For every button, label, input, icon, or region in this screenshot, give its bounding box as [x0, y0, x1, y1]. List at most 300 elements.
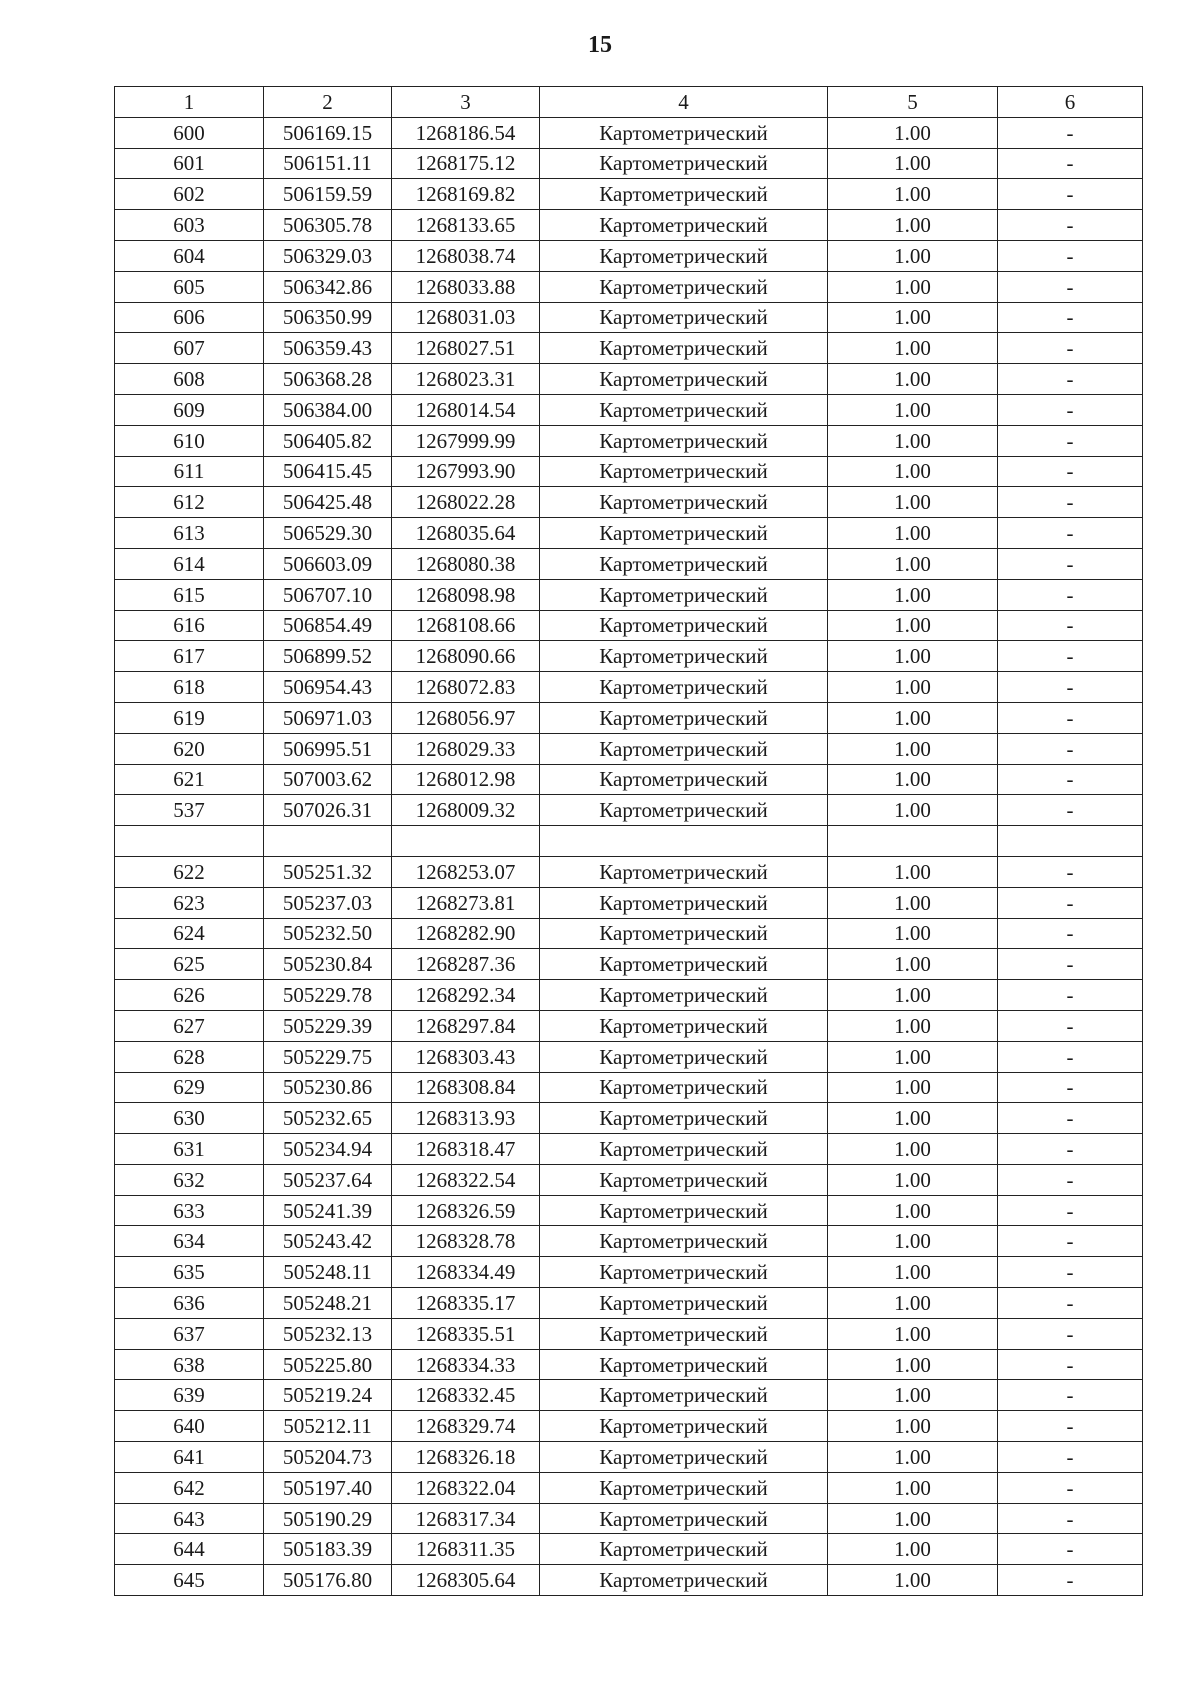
table-cell: 1268318.47	[392, 1134, 540, 1165]
table-cell: 606	[115, 302, 264, 333]
table-cell: 505230.86	[264, 1072, 392, 1103]
table-cell: 615	[115, 579, 264, 610]
table-cell: 610	[115, 425, 264, 456]
table-cell: 640	[115, 1411, 264, 1442]
table-cell: 505197.40	[264, 1472, 392, 1503]
table-cell: 618	[115, 672, 264, 703]
table-cell: 641	[115, 1442, 264, 1473]
table-cell: 1.00	[828, 1134, 998, 1165]
table-row	[115, 1041, 1143, 1072]
table-cell: 506342.86	[264, 271, 392, 302]
table-row	[115, 548, 1143, 579]
table-cell: 603	[115, 210, 264, 241]
table-cell: 1268328.78	[392, 1226, 540, 1257]
table-row	[115, 610, 1143, 641]
table-cell: 1.00	[828, 117, 998, 148]
table-cell: -	[998, 1072, 1143, 1103]
table-cell: 505248.11	[264, 1257, 392, 1288]
table-cell: 609	[115, 394, 264, 425]
table-cell: 1.00	[828, 210, 998, 241]
table-cell: 602	[115, 179, 264, 210]
table-cell: 1.00	[828, 1257, 998, 1288]
table-cell: 601	[115, 148, 264, 179]
table-cell: 1.00	[828, 1072, 998, 1103]
table-cell: Картометрический	[540, 918, 828, 949]
table-cell: Картометрический	[540, 425, 828, 456]
table-row	[115, 1503, 1143, 1534]
column-header: 3	[392, 87, 540, 118]
table-cell: 1.00	[828, 641, 998, 672]
table-cell: -	[998, 795, 1143, 826]
table-row	[115, 764, 1143, 795]
table-cell: Картометрический	[540, 271, 828, 302]
table-cell: -	[998, 1103, 1143, 1134]
table-cell: Картометрический	[540, 610, 828, 641]
table-cell: 1.00	[828, 1164, 998, 1195]
table-cell: 612	[115, 487, 264, 518]
table-cell: 607	[115, 333, 264, 364]
table-cell: 1268014.54	[392, 394, 540, 425]
table-row	[115, 856, 1143, 887]
table-row	[115, 518, 1143, 549]
table-cell: 643	[115, 1503, 264, 1534]
page-number: 15	[588, 32, 612, 58]
table-cell: -	[998, 1380, 1143, 1411]
table-row	[115, 1226, 1143, 1257]
table-cell: 505212.11	[264, 1411, 392, 1442]
table-row	[115, 1072, 1143, 1103]
table-cell: Картометрический	[540, 887, 828, 918]
table-row	[115, 456, 1143, 487]
table-cell: Картометрический	[540, 764, 828, 795]
table-cell: Картометрический	[540, 1072, 828, 1103]
table-cell: 1268012.98	[392, 764, 540, 795]
table-cell: 1268033.88	[392, 271, 540, 302]
table-row	[115, 918, 1143, 949]
table-cell: 626	[115, 980, 264, 1011]
table-row	[115, 1349, 1143, 1380]
table-cell: 1268334.49	[392, 1257, 540, 1288]
table-cell: 645	[115, 1565, 264, 1596]
table-cell: 1268056.97	[392, 702, 540, 733]
table-cell: Картометрический	[540, 1472, 828, 1503]
table-cell	[392, 826, 540, 857]
table-cell: 1.00	[828, 949, 998, 980]
table-cell: 506350.99	[264, 302, 392, 333]
table-row	[115, 1411, 1143, 1442]
table-cell: 1.00	[828, 1534, 998, 1565]
table-cell: -	[998, 672, 1143, 703]
table-cell: 1268253.07	[392, 856, 540, 887]
table-cell	[828, 826, 998, 857]
table-cell: Картометрический	[540, 1134, 828, 1165]
table-cell: 1.00	[828, 333, 998, 364]
table-row	[115, 333, 1143, 364]
table-cell: 1268027.51	[392, 333, 540, 364]
table-cell: 506169.15	[264, 117, 392, 148]
table-cell: -	[998, 425, 1143, 456]
table-cell: 1.00	[828, 1442, 998, 1473]
table-cell: 604	[115, 240, 264, 271]
table-cell: 505230.84	[264, 949, 392, 980]
table-cell: 625	[115, 949, 264, 980]
table-cell: 1268022.28	[392, 487, 540, 518]
table-cell: 1.00	[828, 1195, 998, 1226]
table-cell: -	[998, 1411, 1143, 1442]
table-cell: -	[998, 240, 1143, 271]
header-row	[115, 87, 1143, 118]
table-cell: 1.00	[828, 302, 998, 333]
table-cell: 1.00	[828, 1503, 998, 1534]
table-cell: 642	[115, 1472, 264, 1503]
table-row	[115, 702, 1143, 733]
table-cell: 505234.94	[264, 1134, 392, 1165]
table-cell: Картометрический	[540, 487, 828, 518]
table-cell: 505232.50	[264, 918, 392, 949]
table-cell: 1268009.32	[392, 795, 540, 826]
table-row	[115, 887, 1143, 918]
table-cell: Картометрический	[540, 856, 828, 887]
table-cell: 1268029.33	[392, 733, 540, 764]
table-cell: 627	[115, 1010, 264, 1041]
table-row	[115, 487, 1143, 518]
table-cell: Картометрический	[540, 456, 828, 487]
table-cell: -	[998, 302, 1143, 333]
table-cell: -	[998, 1257, 1143, 1288]
table-cell: Картометрический	[540, 579, 828, 610]
table-cell: Картометрический	[540, 148, 828, 179]
table-cell: 1268308.84	[392, 1072, 540, 1103]
table-cell: 506529.30	[264, 518, 392, 549]
table-cell: 506368.28	[264, 364, 392, 395]
table-cell: 1.00	[828, 394, 998, 425]
table-cell: 505183.39	[264, 1534, 392, 1565]
table-row	[115, 826, 1143, 857]
table-cell: 1268297.84	[392, 1010, 540, 1041]
table-cell: 505237.64	[264, 1164, 392, 1195]
table-cell: 633	[115, 1195, 264, 1226]
table-cell: 507026.31	[264, 795, 392, 826]
table-cell: 1.00	[828, 179, 998, 210]
table-cell: Картометрический	[540, 117, 828, 148]
table-row	[115, 1164, 1143, 1195]
table-cell: 1268335.17	[392, 1288, 540, 1319]
table-row	[115, 210, 1143, 241]
table-cell: Картометрический	[540, 1195, 828, 1226]
table-body	[115, 117, 1143, 1595]
table-cell: 619	[115, 702, 264, 733]
table-cell: -	[998, 610, 1143, 641]
table-cell: Картометрический	[540, 548, 828, 579]
coordinates-table	[114, 86, 1143, 1596]
table-cell: 608	[115, 364, 264, 395]
table-cell: Картометрический	[540, 795, 828, 826]
table-cell	[264, 826, 392, 857]
table-cell: 613	[115, 518, 264, 549]
table-cell: 1268313.93	[392, 1103, 540, 1134]
table-cell: -	[998, 518, 1143, 549]
table-cell: -	[998, 1349, 1143, 1380]
table-cell: -	[998, 1134, 1143, 1165]
column-header: 2	[264, 87, 392, 118]
table-cell: 1268038.74	[392, 240, 540, 271]
table-cell: 1268108.66	[392, 610, 540, 641]
table-cell: Картометрический	[540, 302, 828, 333]
table-cell: 614	[115, 548, 264, 579]
table-cell: 611	[115, 456, 264, 487]
table-cell: 1268282.90	[392, 918, 540, 949]
table-cell: Картометрический	[540, 364, 828, 395]
table-cell: Картометрический	[540, 1503, 828, 1534]
table-cell: Картометрический	[540, 1565, 828, 1596]
table-row	[115, 148, 1143, 179]
table-cell: 1268329.74	[392, 1411, 540, 1442]
table-cell: -	[998, 364, 1143, 395]
table-cell: 1268023.31	[392, 364, 540, 395]
table-cell: 505232.65	[264, 1103, 392, 1134]
table-cell: -	[998, 271, 1143, 302]
table-cell: 632	[115, 1164, 264, 1195]
table-row	[115, 240, 1143, 271]
table-cell: 1.00	[828, 271, 998, 302]
table-row	[115, 980, 1143, 1011]
table-row	[115, 1288, 1143, 1319]
table-cell: 505237.03	[264, 887, 392, 918]
table-cell: -	[998, 210, 1143, 241]
table-cell: 1.00	[828, 518, 998, 549]
table-cell: Картометрический	[540, 333, 828, 364]
table-cell: 505251.32	[264, 856, 392, 887]
column-header: 6	[998, 87, 1143, 118]
table-cell: 506899.52	[264, 641, 392, 672]
column-header: 4	[540, 87, 828, 118]
table-cell: Картометрический	[540, 702, 828, 733]
table-cell: Картометрический	[540, 240, 828, 271]
table-cell: 622	[115, 856, 264, 887]
table-row	[115, 1472, 1143, 1503]
table-cell: 506359.43	[264, 333, 392, 364]
table-cell: -	[998, 487, 1143, 518]
table-cell: 506384.00	[264, 394, 392, 425]
table-row	[115, 1565, 1143, 1596]
table-cell: 638	[115, 1349, 264, 1380]
table-cell: 506159.59	[264, 179, 392, 210]
table-cell: -	[998, 641, 1143, 672]
table-cell: Картометрический	[540, 1349, 828, 1380]
table-cell: -	[998, 856, 1143, 887]
table-cell: Картометрический	[540, 641, 828, 672]
table-cell: 506405.82	[264, 425, 392, 456]
table-cell: 505204.73	[264, 1442, 392, 1473]
table-cell: 1268317.34	[392, 1503, 540, 1534]
table-cell: 506603.09	[264, 548, 392, 579]
table-row	[115, 579, 1143, 610]
table-cell: 505190.29	[264, 1503, 392, 1534]
table-cell: 505229.39	[264, 1010, 392, 1041]
table-cell: 1.00	[828, 733, 998, 764]
table-cell: 1268035.64	[392, 518, 540, 549]
table-cell: -	[998, 1010, 1143, 1041]
table-row	[115, 1103, 1143, 1134]
table-cell: 605	[115, 271, 264, 302]
table-cell: 1268186.54	[392, 117, 540, 148]
table-cell: 1.00	[828, 918, 998, 949]
table-cell: 506995.51	[264, 733, 392, 764]
table-cell: Картометрический	[540, 1257, 828, 1288]
table-cell: 1.00	[828, 1472, 998, 1503]
table-cell: 1268326.18	[392, 1442, 540, 1473]
table-cell: 1.00	[828, 1103, 998, 1134]
table-cell: 1268322.04	[392, 1472, 540, 1503]
table-row	[115, 672, 1143, 703]
table-cell: 506329.03	[264, 240, 392, 271]
table-cell: -	[998, 394, 1143, 425]
table-cell: 1.00	[828, 702, 998, 733]
table-cell: -	[998, 1164, 1143, 1195]
table-cell: 1268072.83	[392, 672, 540, 703]
table-cell: -	[998, 148, 1143, 179]
table-row	[115, 641, 1143, 672]
table-cell: 1.00	[828, 456, 998, 487]
table-cell: -	[998, 1195, 1143, 1226]
table-row	[115, 117, 1143, 148]
table-cell: 1268080.38	[392, 548, 540, 579]
table-cell: 1.00	[828, 425, 998, 456]
table-cell: 1268273.81	[392, 887, 540, 918]
table-cell: -	[998, 333, 1143, 364]
table-row	[115, 179, 1143, 210]
table-cell: 1.00	[828, 148, 998, 179]
table-cell: 600	[115, 117, 264, 148]
table-cell: 1.00	[828, 1041, 998, 1072]
table-cell: Картометрический	[540, 1010, 828, 1041]
table-cell: 636	[115, 1288, 264, 1319]
column-header: 5	[828, 87, 998, 118]
table-cell: 629	[115, 1072, 264, 1103]
table-cell: -	[998, 1472, 1143, 1503]
table-cell: -	[998, 887, 1143, 918]
table-cell: 1.00	[828, 764, 998, 795]
table-cell: Картометрический	[540, 949, 828, 980]
table-cell: 505229.78	[264, 980, 392, 1011]
table-row	[115, 394, 1143, 425]
table-cell: 631	[115, 1134, 264, 1165]
table-cell: 537	[115, 795, 264, 826]
table-cell	[115, 826, 264, 857]
table-cell: -	[998, 980, 1143, 1011]
table-row	[115, 364, 1143, 395]
table-cell: 1.00	[828, 240, 998, 271]
table-cell: -	[998, 117, 1143, 148]
table-cell: 1268303.43	[392, 1041, 540, 1072]
table-cell: 1267999.99	[392, 425, 540, 456]
table-cell: -	[998, 733, 1143, 764]
table-cell: 1268311.35	[392, 1534, 540, 1565]
table-cell: 505176.80	[264, 1565, 392, 1596]
table-row	[115, 1442, 1143, 1473]
table-cell: 1.00	[828, 1380, 998, 1411]
table-row	[115, 1380, 1143, 1411]
table-cell: Картометрический	[540, 1534, 828, 1565]
table-cell: 1.00	[828, 1565, 998, 1596]
table-cell: -	[998, 1318, 1143, 1349]
table-cell: 1.00	[828, 579, 998, 610]
table-cell: Картометрический	[540, 179, 828, 210]
table-cell: 1268287.36	[392, 949, 540, 980]
table-cell: 635	[115, 1257, 264, 1288]
table-cell: 1.00	[828, 1010, 998, 1041]
table-cell: 505219.24	[264, 1380, 392, 1411]
table-cell: 1.00	[828, 795, 998, 826]
table-cell: -	[998, 179, 1143, 210]
table-cell: 1.00	[828, 1349, 998, 1380]
table-cell: 1268133.65	[392, 210, 540, 241]
table-cell: 506954.43	[264, 672, 392, 703]
table-cell: 506854.49	[264, 610, 392, 641]
table-cell: Картометрический	[540, 1318, 828, 1349]
table-cell: 506415.45	[264, 456, 392, 487]
table-cell: 1.00	[828, 610, 998, 641]
table-cell: 505243.42	[264, 1226, 392, 1257]
table-cell: -	[998, 918, 1143, 949]
table-cell: -	[998, 1503, 1143, 1534]
table-cell: 1268175.12	[392, 148, 540, 179]
table-cell: Картометрический	[540, 672, 828, 703]
table-cell: 1268322.54	[392, 1164, 540, 1195]
table-cell: 624	[115, 918, 264, 949]
table-cell: 1.00	[828, 887, 998, 918]
table-cell: 1268090.66	[392, 641, 540, 672]
table-row	[115, 1534, 1143, 1565]
table-cell: 1268334.33	[392, 1349, 540, 1380]
table-cell: 620	[115, 733, 264, 764]
table-cell: 1.00	[828, 1226, 998, 1257]
table-cell: Картометрический	[540, 1380, 828, 1411]
table-cell: 506707.10	[264, 579, 392, 610]
table-cell: 505232.13	[264, 1318, 392, 1349]
table-cell: 1.00	[828, 856, 998, 887]
table-cell: 644	[115, 1534, 264, 1565]
table-cell: -	[998, 456, 1143, 487]
table-cell: 1.00	[828, 672, 998, 703]
table-cell: 1268169.82	[392, 179, 540, 210]
table-cell: 621	[115, 764, 264, 795]
table-cell: Картометрический	[540, 733, 828, 764]
table-cell: 1.00	[828, 1318, 998, 1349]
table-cell: 639	[115, 1380, 264, 1411]
table-cell: Картометрический	[540, 210, 828, 241]
table-cell: 505248.21	[264, 1288, 392, 1319]
table-cell: 1.00	[828, 1288, 998, 1319]
table-cell: -	[998, 1534, 1143, 1565]
table-row	[115, 1134, 1143, 1165]
table-cell: 623	[115, 887, 264, 918]
table-cell: Картометрический	[540, 1226, 828, 1257]
table-cell: 1268332.45	[392, 1380, 540, 1411]
table-cell: 1268292.34	[392, 980, 540, 1011]
table-cell: 1268335.51	[392, 1318, 540, 1349]
table-cell: 1.00	[828, 980, 998, 1011]
table-cell: 1268305.64	[392, 1565, 540, 1596]
table-cell: -	[998, 1442, 1143, 1473]
table-cell: -	[998, 1565, 1143, 1596]
table-cell: 506425.48	[264, 487, 392, 518]
table-cell: Картометрический	[540, 1411, 828, 1442]
table-cell: Картометрический	[540, 1041, 828, 1072]
table-cell: -	[998, 548, 1143, 579]
table-cell: -	[998, 1041, 1143, 1072]
table-cell: 637	[115, 1318, 264, 1349]
